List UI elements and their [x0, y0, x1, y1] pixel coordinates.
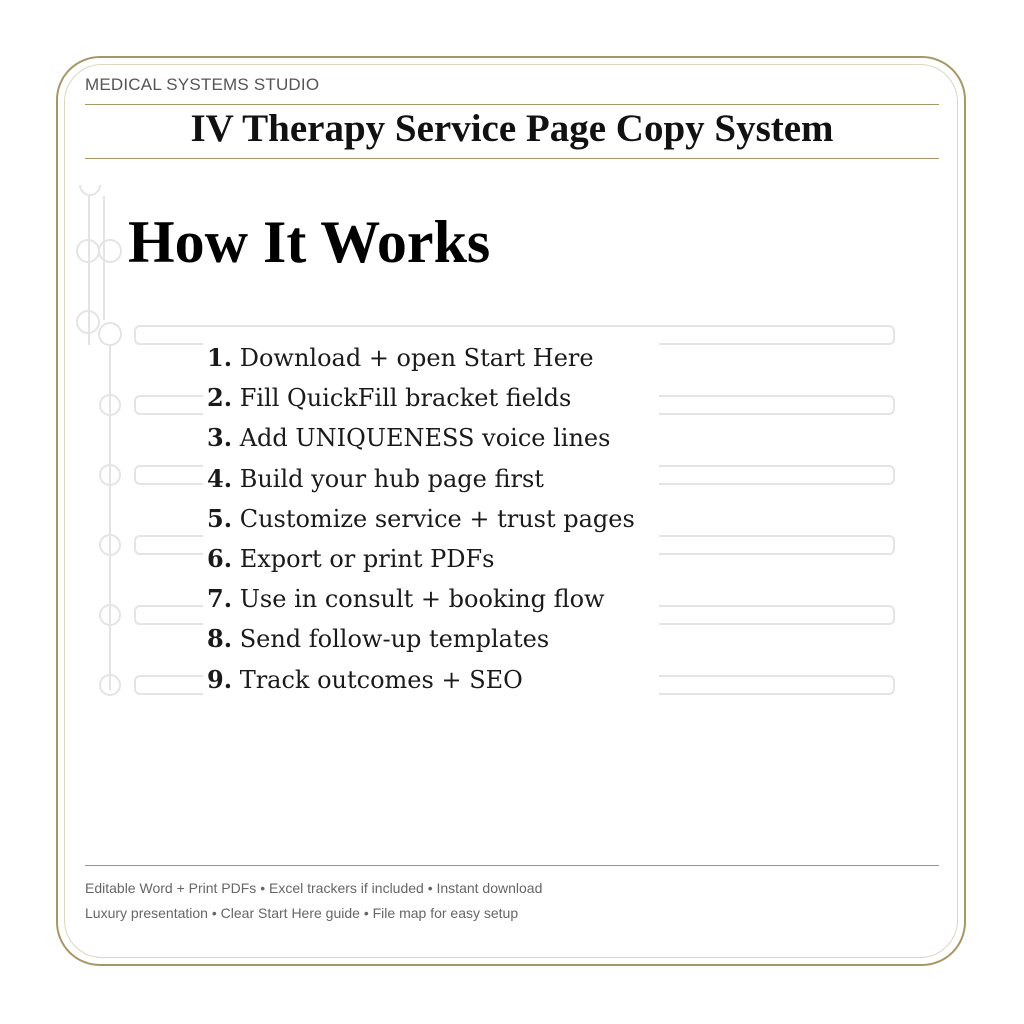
step-item: [207, 459, 655, 499]
step-number: 1.: [207, 343, 233, 372]
step-number: 9.: [207, 664, 233, 694]
deco-hook-top: [80, 185, 100, 195]
step-text: Use in consult + booking flow: [239, 585, 605, 614]
step-item: [207, 378, 655, 418]
page-title: IV Therapy Service Page Copy System: [190, 107, 834, 150]
brand-label: MEDICAL SYSTEMS STUDIO: [85, 75, 320, 94]
step-text: Build your hub page first: [239, 464, 544, 493]
step-text: Track outcomes + SEO: [239, 665, 523, 694]
step-number: 2.: [207, 383, 233, 413]
step-number: 7.: [207, 584, 233, 614]
step-text: Add UNIQUENESS voice lines: [239, 424, 611, 453]
footer-line-1: Editable Word + Print PDFs • Excel trackers if included • Instant download: [85, 880, 543, 896]
step-text: Download + open Start Here: [239, 344, 594, 372]
step-text: Send follow-up templates: [239, 625, 550, 654]
step-item: [207, 338, 655, 378]
step-item: [207, 499, 655, 539]
footer-line-2: Luxury presentation • Clear Start Here guide • File map for easy setup: [85, 905, 519, 921]
step-item: [207, 539, 655, 579]
step-number: 3.: [207, 423, 233, 453]
step-number: 8.: [207, 624, 233, 654]
step-item: [207, 418, 655, 458]
steps-list: [203, 338, 659, 700]
footer-rule: [85, 865, 939, 866]
step-text: Export or print PDFs: [239, 544, 495, 573]
step-number: 6.: [207, 543, 233, 573]
step-item: [207, 660, 655, 700]
section-heading: How It Works: [128, 209, 491, 275]
step-item: [207, 619, 655, 659]
step-text: Fill QuickFill bracket fields: [239, 384, 572, 413]
step-text: Customize service + trust pages: [239, 504, 635, 533]
step-number: 4.: [207, 463, 233, 493]
step-item: [207, 579, 655, 619]
step-number: 5.: [207, 503, 233, 533]
